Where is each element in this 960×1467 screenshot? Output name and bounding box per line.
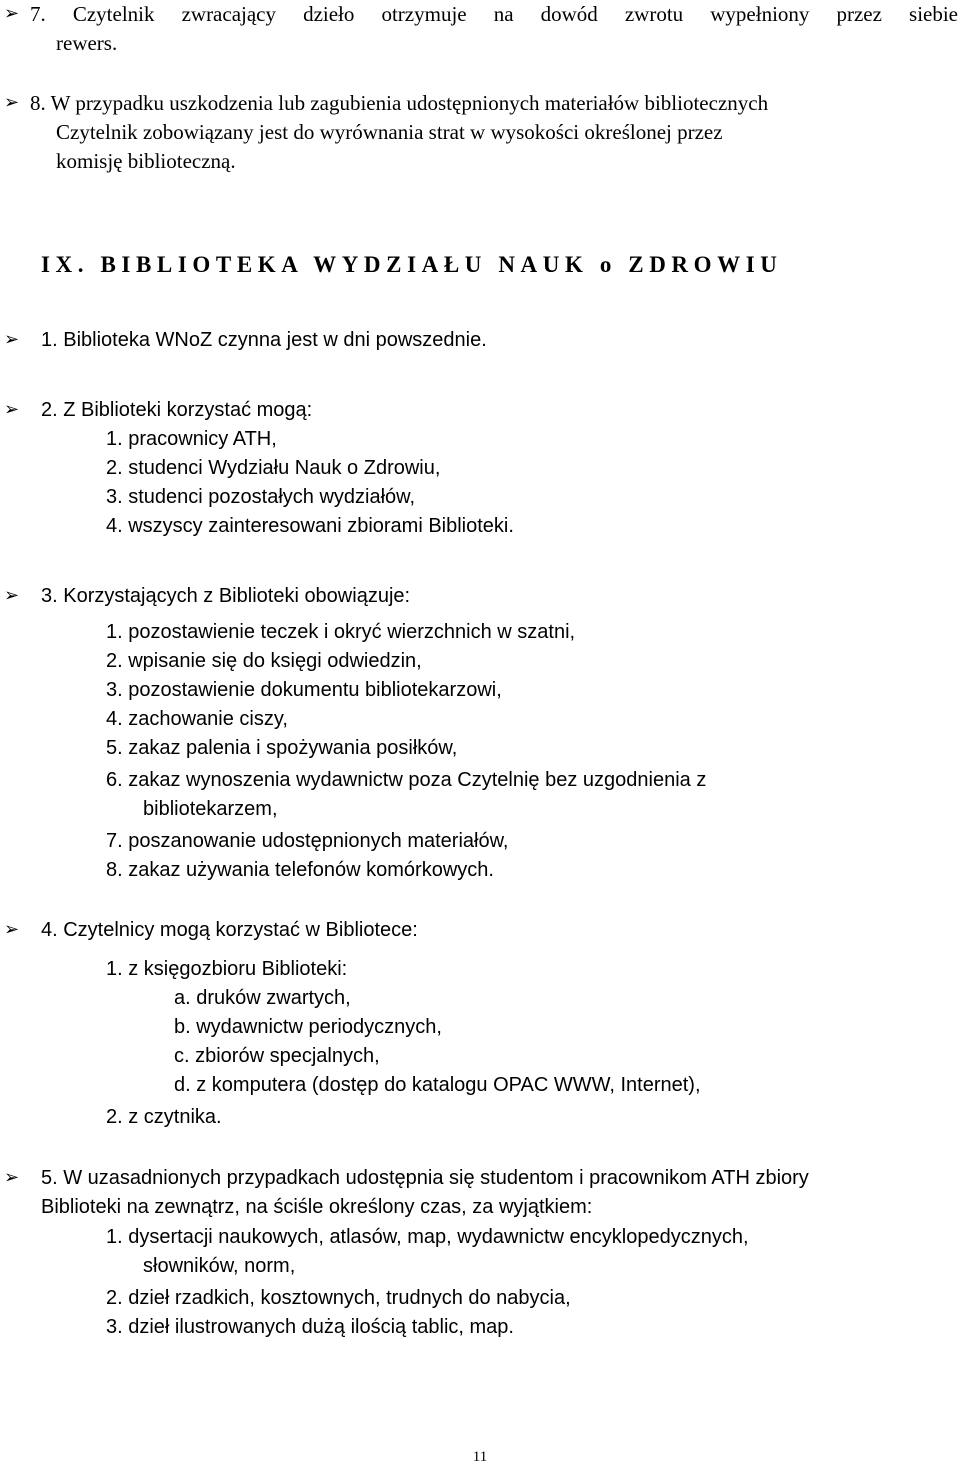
paragraph-5-line-1: 5. W uzasadnionych przypadkach udostępnia się studentom i pracownikom ATH zbiory xyxy=(41,1167,809,1189)
sub-list-item: c. zbiorów specjalnych, xyxy=(174,1045,380,1067)
list-item: 1. pracownicy ATH, xyxy=(106,428,277,450)
paragraph-1: 1. Biblioteka WNoZ czynna jest w dni powszednie. xyxy=(41,329,487,351)
paragraph-5-line-2: Biblioteki na zewnątrz, na ściśle określony czas, za wyjątkiem: xyxy=(41,1196,593,1218)
bullet-icon: ➢ xyxy=(4,919,20,940)
paragraph-4-title: 4. Czytelnicy mogą korzystać w Bibliotece: xyxy=(41,919,418,941)
bullet-icon: ➢ xyxy=(4,329,20,350)
section-heading: IX. BIBLIOTEKA WYDZIAŁU NAUK o ZDROWIU xyxy=(41,252,783,277)
page-number: 11 xyxy=(472,1449,488,1465)
item-8-number: 8. xyxy=(30,91,46,115)
bullet-icon: ➢ xyxy=(4,399,20,420)
bullet-icon: ➢ xyxy=(4,585,20,606)
list-item: 4. wszyscy zainteresowani zbiorami Biblioteki. xyxy=(106,515,514,537)
list-item: 3. dzieł ilustrowanych dużą ilością tablic, map. xyxy=(106,1316,514,1338)
item-8-text: W przypadku uszkodzenia lub zagubienia udostępnionych materiałów bibliotecznych xyxy=(50,91,769,115)
item-7-line-1 xyxy=(30,0,958,28)
list-item: 2. dzieł rzadkich, kosztownych, trudnych do nabycia, xyxy=(106,1287,571,1309)
list-item: 1. dysertacji naukowych, atlasów, map, wydawnictw encyklopedycznych, xyxy=(106,1226,749,1248)
paragraph-2-title: 2. Z Biblioteki korzystać mogą: xyxy=(41,399,313,421)
item-7-number: 7. xyxy=(30,2,46,26)
list-item: 6. zakaz wynoszenia wydawnictw poza Czytelnię bez uzgodnienia z xyxy=(106,769,707,791)
list-item: 5. zakaz palenia i spożywania posiłków, xyxy=(106,737,458,759)
list-item-continuation: bibliotekarzem, xyxy=(143,798,278,820)
sub-list-item: a. druków zwartych, xyxy=(174,987,351,1009)
list-item: 2. wpisanie się do księgi odwiedzin, xyxy=(106,650,422,672)
bullet-icon: ➢ xyxy=(4,1167,20,1188)
list-item: 3. studenci pozostałych wydziałów, xyxy=(106,486,416,508)
list-item: 8. zakaz używania telefonów komórkowych. xyxy=(106,859,494,881)
list-item: 3. pozostawienie dokumentu bibliotekarzowi, xyxy=(106,679,502,701)
list-item: 2. studenci Wydziału Nauk o Zdrowiu, xyxy=(106,457,441,479)
list-item: 1. pozostawienie teczek i okryć wierzchnich w szatni, xyxy=(106,621,576,643)
item-8-line-3: komisję biblioteczną. xyxy=(56,149,236,173)
list-item: 7. poszanowanie udostępnionych materiałów, xyxy=(106,830,509,852)
paragraph-3-title: 3. Korzystających z Biblioteki obowiązuje: xyxy=(41,585,411,607)
list-item: 1. z księgozbioru Biblioteki: xyxy=(106,958,348,980)
sub-list-item: d. z komputera (dostęp do katalogu OPAC WWW, Internet), xyxy=(174,1074,701,1096)
item-7-line-2: rewers. xyxy=(56,31,118,55)
list-item-continuation: słowników, norm, xyxy=(143,1255,296,1277)
item-7-text: Czytelnik zwracający dzieło otrzymuje na dowód zwrotu wypełniony przez siebie xyxy=(72,2,959,26)
list-item: 4. zachowanie ciszy, xyxy=(106,708,288,730)
sub-list-item: b. wydawnictw periodycznych, xyxy=(174,1016,442,1038)
item-8-line-1 xyxy=(30,89,768,117)
list-item: 2. z czytnika. xyxy=(106,1106,222,1128)
item-8-line-2: Czytelnik zobowiązany jest do wyrównania strat w wysokości określonej przez xyxy=(56,120,723,144)
bullet-icon: ➢ xyxy=(4,92,20,113)
bullet-icon: ➢ xyxy=(4,3,20,24)
